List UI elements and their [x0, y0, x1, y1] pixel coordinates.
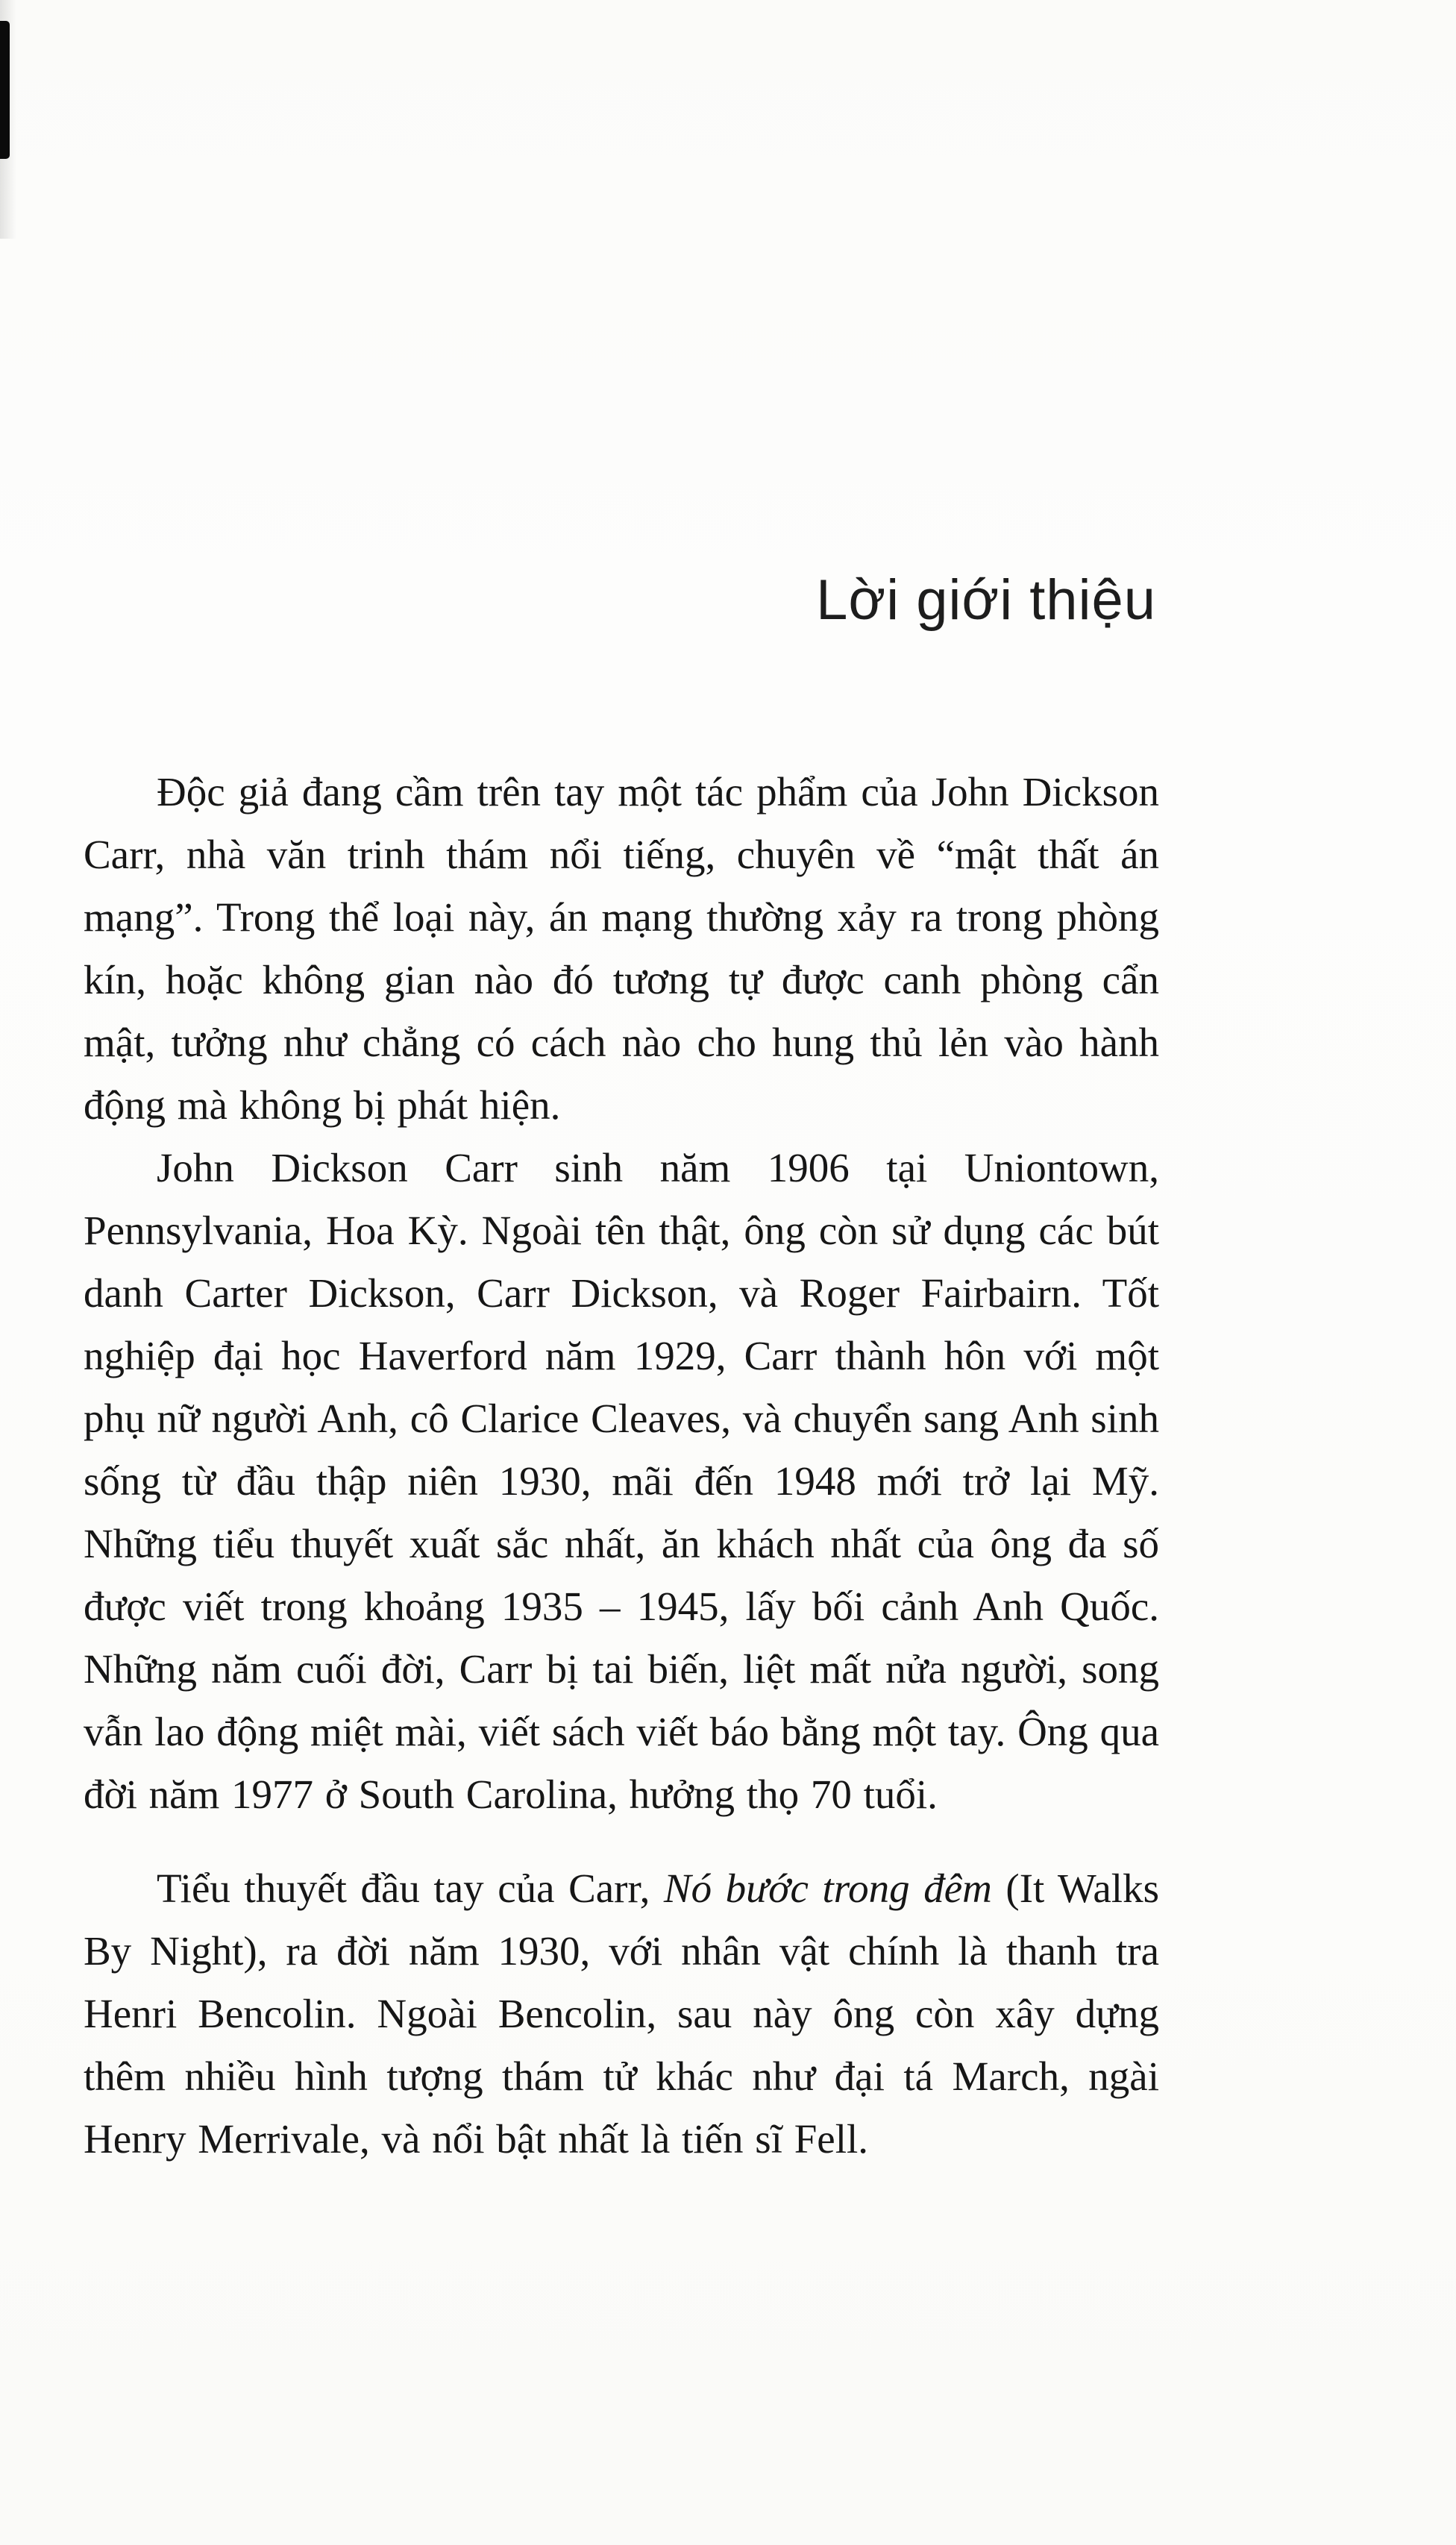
scan-artifact [0, 21, 10, 159]
page-title: Lời giới thiệu [816, 568, 1156, 632]
novel-title-italic: Nó bước trong đêm [663, 1865, 992, 1911]
paragraph-biography: John Dickson Carr sinh năm 1906 tại Uniontown, Pennsylvania, Hoa Kỳ. Ngoài tên thật, ông còn sử dụng các bút danh Carter Dickson, Carr Dickson, và Roger Fairbairn. Tốt nghiệp đại học Haverford năm 1929, Carr thành hôn với một phụ nữ người Anh, cô Clarice Cleaves, và chuyển sang Anh sinh sống từ đầu thập niên 1930, mãi đến 1948 mới trở lại Mỹ. Những tiểu thuyết xuất sắc nhất, ăn khách nhất của ông đa số được viết trong khoảng 1935 – 1945, lấy bối cảnh Anh Quốc. Những năm cuối đời, Carr bị tai biến, liệt mất nửa người, song vẫn lao động miệt mài, viết sách viết báo bằng một tay. Ông qua đời năm 1977 ở South Carolina, hưởng thọ 70 tuổi. [84, 1145, 1159, 1817]
paragraph-first-novel-lead: Tiểu thuyết đầu tay của Carr, [157, 1865, 664, 1911]
paragraph-intro-carr: Độc giả đang cầm trên tay một tác phẩm của John Dickson Carr, nhà văn trinh thám nổi tiếng, chuyên về “mật thất án mạng”. Trong thể loại này, án mạng thường xảy ra trong phòng kín, hoặc không gian nào đó tương tự được canh phòng cẩn mật, tưởng như chẳng có cách nào cho hung thủ lẻn vào hành động mà không bị phát hiện. [84, 769, 1159, 1128]
paragraph-first-novel [84, 1857, 1159, 2171]
paragraph-first-novel-rest: (It Walks By Night), ra đời năm 1930, với nhân vật chính là thanh tra Henri Bencolin. Ngoài Bencolin, sau này ông còn xây dựng thêm nhiều hình tượng thám tử khác như đại tá March, ngài Henry Merrivale, và nổi bật nhất là tiến sĩ Fell. [84, 1865, 1159, 2162]
page-content [84, 565, 1159, 2171]
